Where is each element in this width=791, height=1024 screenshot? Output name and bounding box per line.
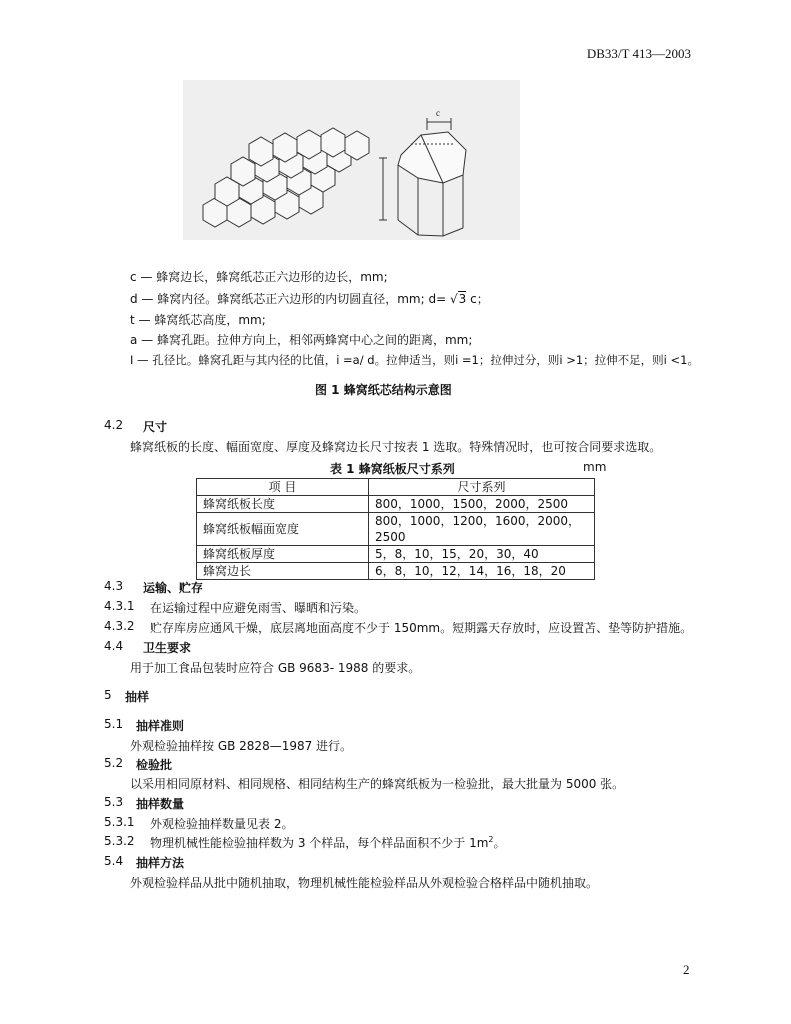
section-5-1-text: 外观检验抽样按 GB 2828—1987 进行。	[130, 739, 353, 753]
legend-i: I — 孔径比。蜂窝孔距与其内径的比值，i =a/ d。拉伸适当，则i =1；拉伸过分，则i >1；拉伸不足，则i <1。	[130, 353, 699, 367]
legend-d-suffix: c；	[470, 292, 489, 306]
legend-a: a — 蜂窝孔距。拉伸方向上，相邻两蜂窝中心之间的距离，mm;	[130, 333, 473, 347]
section-4-3-2-number: 4.3.2	[104, 619, 135, 633]
section-5-1-title: 抽样准则	[136, 719, 185, 733]
figure-caption: 图 1 蜂窝纸芯结构示意图	[315, 383, 452, 397]
honeycomb-figure	[183, 80, 520, 240]
table-header-item: 项 目	[197, 479, 369, 496]
table-cell: 蜂窝纸板厚度	[197, 546, 369, 563]
section-5-4-title: 抽样方法	[136, 856, 185, 870]
section-4-3-2-text: 贮存库房应通风干燥，底层离地面高度不少于 150mm。短期露天存放时，应设置苫、垫等防护措施。	[150, 621, 693, 635]
section-5-3-2-text: 物理机械性能检验抽样数为 3 个样品，每个样品面积不少于 1m	[150, 836, 489, 850]
legend-t: t — 蜂窝纸芯高度，mm;	[130, 313, 266, 327]
section-5-4-number: 5.4	[104, 854, 124, 868]
table-caption: 表 1 蜂窝纸板尺寸系列	[330, 462, 455, 476]
section-4-3-number: 4.3	[104, 579, 124, 593]
section-4-2-text: 蜂窝纸板的长度、幅面宽度、厚度及蜂窝边长尺寸按表 1 选取。特殊情况时，也可按合同要求选取。	[130, 440, 662, 454]
section-4-4-title: 卫生要求	[143, 641, 192, 655]
legend-d	[130, 290, 489, 307]
table-cell: 800，1000，1500，2000，2500	[369, 496, 595, 513]
section-5-3-2-line	[150, 834, 506, 851]
section-5-1-number: 5.1	[104, 717, 124, 731]
table-row	[197, 563, 595, 580]
section-5-3-1-number: 5.3.1	[104, 815, 135, 829]
table-cell: 蜂窝纸板幅面宽度	[197, 513, 369, 546]
section-5-number: 5	[104, 688, 112, 702]
table-cell: 800，1000，1200，1600，2000，2500	[369, 513, 595, 546]
table-row	[197, 513, 595, 546]
page-number: 2	[683, 962, 690, 977]
section-5-3-1-text: 外观检验抽样数量见表 2。	[150, 817, 294, 831]
section-4-4-text: 用于加工食品包装时应符合 GB 9683- 1988 的要求。	[130, 661, 421, 675]
section-5-4-text: 外观检验样品从批中随机抽取，物理机械性能检验样品从外观检验合格样品中随机抽取。	[130, 876, 599, 890]
table-header-row	[197, 479, 595, 496]
section-4-2-title: 尺寸	[143, 420, 168, 434]
section-4-3-1-text: 在运输过程中应避免雨雪、曝晒和污染。	[150, 601, 367, 615]
legend-c: c — 蜂窝边长，蜂窝纸芯正六边形的边长，mm;	[130, 270, 388, 284]
section-5-3-2-number: 5.3.2	[104, 834, 135, 848]
table-row	[197, 496, 595, 513]
document-code: DB33/T 413—2003	[586, 46, 691, 61]
table-cell: 蜂窝纸板长度	[197, 496, 369, 513]
table-unit: mm	[583, 460, 607, 474]
sqrt-three: √3	[449, 292, 467, 306]
size-table	[196, 478, 595, 580]
legend-d-text: d — 蜂窝内径。蜂窝纸芯正六边形的内切圆直径，mm; d=	[130, 292, 447, 306]
section-5-2-text: 以采用相同原材料、相同规格、相同结构生产的蜂窝纸板为一检验批，最大批量为 5000 张。	[130, 777, 625, 791]
section-5-title: 抽样	[125, 690, 150, 704]
table-row	[197, 546, 595, 563]
section-5-3-2-end: 。	[493, 836, 506, 850]
section-5-2-number: 5.2	[104, 756, 124, 770]
section-4-2-number: 4.2	[104, 418, 124, 432]
single-cell-illustration	[379, 118, 466, 236]
section-5-2-title: 检验批	[136, 758, 173, 772]
section-4-4-number: 4.4	[104, 639, 124, 653]
table-cell: 蜂窝边长	[197, 563, 369, 580]
table-header-size: 尺寸系列	[369, 479, 595, 496]
section-4-3-title: 运输、贮存	[143, 581, 204, 595]
section-4-3-1-number: 4.3.1	[104, 599, 135, 613]
honeycomb-core-illustration	[203, 128, 369, 227]
table-cell: 5，8，10，15，20，30，40	[369, 546, 595, 563]
section-5-3-title: 抽样数量	[136, 797, 185, 811]
label-c: c	[436, 108, 440, 118]
superscript-2: 2	[488, 835, 494, 844]
honeycomb-diagram	[183, 80, 520, 240]
section-5-3-number: 5.3	[104, 795, 124, 809]
table-cell: 6，8，10，12，14，16，18，20	[369, 563, 595, 580]
